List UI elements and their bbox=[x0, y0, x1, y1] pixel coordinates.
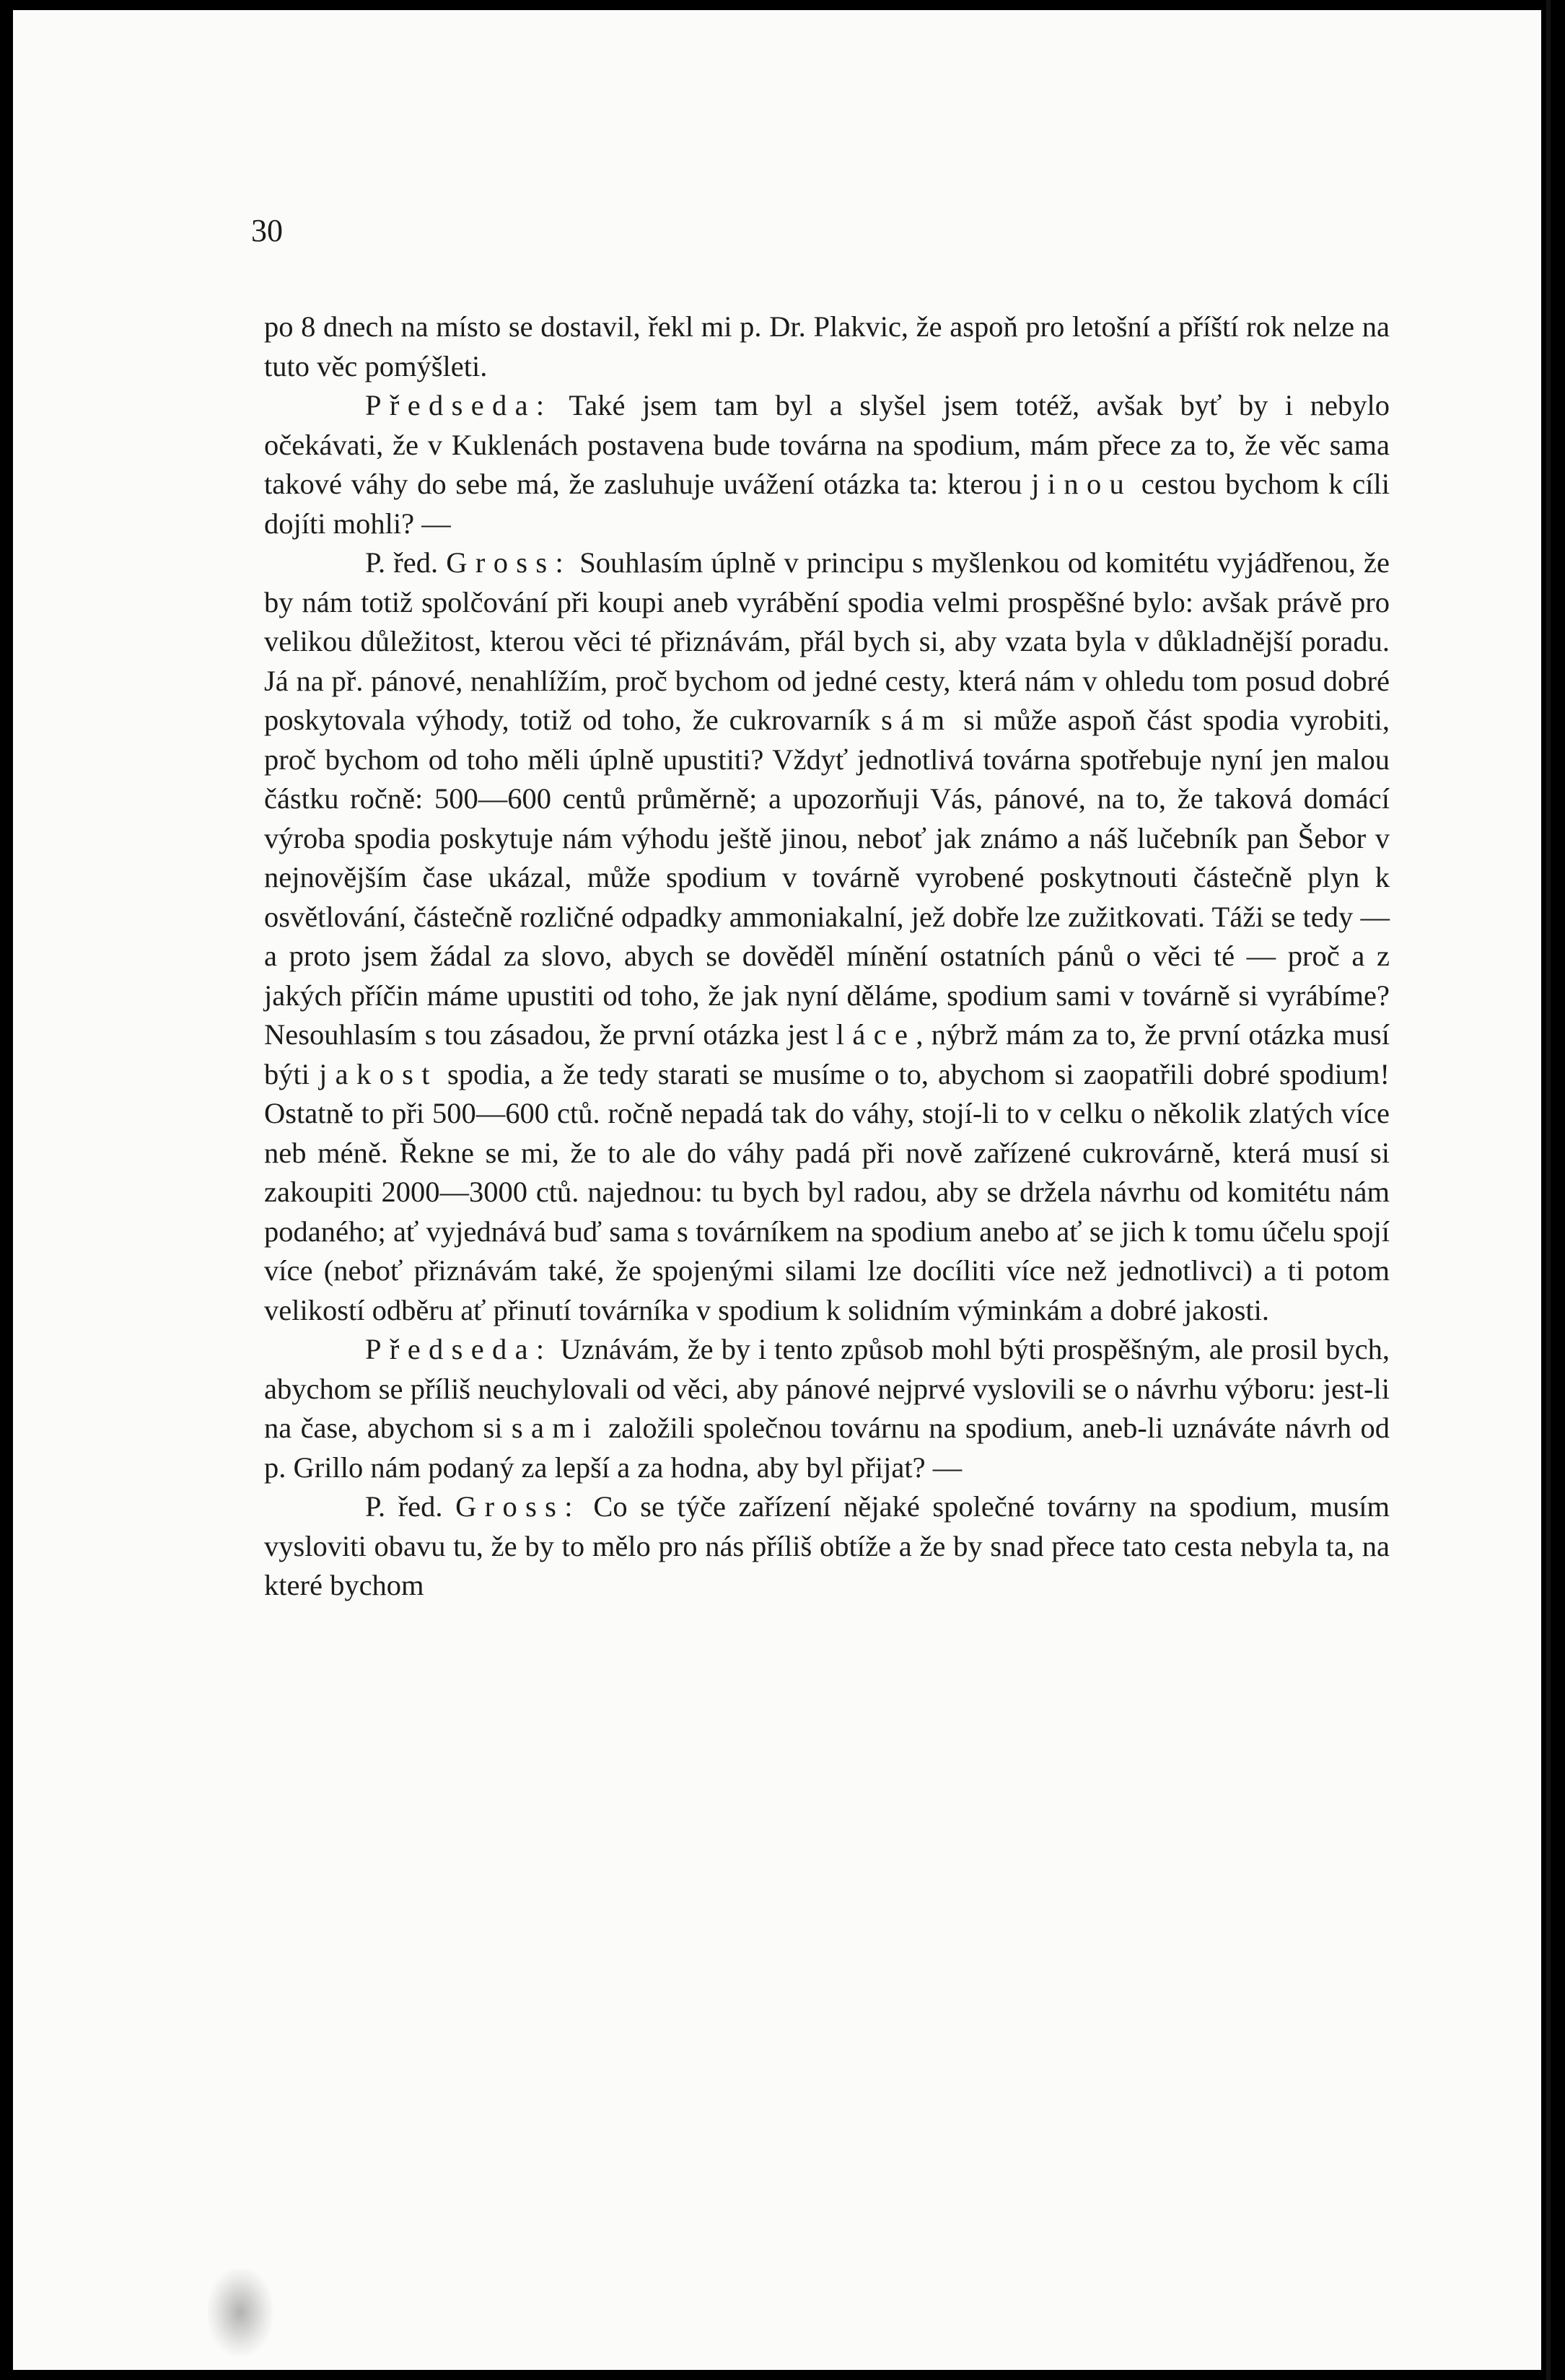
page-number: 30 bbox=[251, 213, 283, 248]
speaker-title: P. řed. bbox=[365, 1490, 456, 1523]
book-page bbox=[13, 10, 1541, 2370]
speaker-title: P. řed. bbox=[365, 546, 447, 579]
ink-smudge bbox=[208, 2269, 273, 2355]
paragraph-continuation: po 8 dnech na místo se dostavil, řekl mi p. Dr. Plakvic, že aspoň pro letošní a příští rok nelze na tuto věc pomýšleti. bbox=[264, 310, 1390, 382]
paragraph-text: spodia, a že tedy starati se musíme o to, abychom si zaopatřili dobré spodium! Ostatně to při 500—600 ctů. ročně nepadá tak do váhy, stojí-li to v celku o několik zlatých více neb méně. Řekne se mi, že to ale do váhy padá při nově zařízené cukrovárně, která musí si zakoupiti 2000—3000 ctů. najednou: tu bych byl radou, aby se držela návrhu od komitétu nám podaného; ať vyjednává buď sama s továrníkem na spodium anebo ať se jich k tomu účelu spojí více (neboť přiznávám také, že spojenými silami lze docíliti více než jednotlivci) a ti potom velikostí odběru ať přinutí továrníka v spodium k solidním výminkám a dobré jakosti. bbox=[264, 1057, 1390, 1326]
paragraph-chairman-2 bbox=[264, 1330, 1390, 1487]
paragraph-chairman-1 bbox=[264, 386, 1390, 543]
body-text bbox=[264, 307, 1390, 1606]
paragraph-gross-1 bbox=[264, 543, 1390, 1330]
paragraph-text: cestou bychom k cíli dojíti mohli? — bbox=[264, 468, 1390, 540]
speaker-label: Předseda: bbox=[365, 389, 553, 421]
paragraph-text: Souhlasím úplně v principu s myšlenkou od komitétu vyjádřenou, že by nám totiž spolčování při koupi aneb vyrábění spodia velmi prospěšné bylo: avšak právě pro velikou důležitost, kterou věci té přiznávám, přál bych si, aby vzata byla v důkladnější poradu. Já na př. pánové, nenahlížím, proč bychom od jedné cesty, která nám v ohledu tom posud dobré poskytovala výhody, totiž od toho, že cukrovarník bbox=[264, 546, 1390, 736]
paragraph-text: , nýbrž mám za to, že první otázka musí býti bbox=[264, 1018, 1390, 1090]
paragraph-text: Také jsem tam byl a slyšel jsem totéž, avšak byť by i nebylo očekávati, že v Kuklenách postavena bude továrna na spodium, mám přece za to, že věc sama takové váhy do sebe má, že zasluhuje uvážení otázka ta: kterou bbox=[264, 389, 1390, 500]
speaker-label: Gross: bbox=[446, 546, 572, 579]
paragraph-text: založili společnou továrnu na spodium, aneb-li uznáváte návrh od p. Grillo nám podaný za lepší a za hodna, aby byl přijat? — bbox=[264, 1412, 1390, 1484]
emphasized-word: sami bbox=[511, 1412, 600, 1444]
speaker-label: Předseda: bbox=[365, 1333, 553, 1365]
scan-edge-line bbox=[1546, 0, 1551, 2380]
paragraph-gross-2 bbox=[264, 1487, 1390, 1606]
emphasized-word: jakost bbox=[319, 1057, 438, 1090]
paragraph-text: Uznávám, že by i tento způsob mohl býti prospěšným, ale prosil bych, abychom se příliš neuchylovali od věci, aby pánové nejprvé vyslovili se o návrhu výboru: jest-li na čase, abychom si bbox=[264, 1333, 1390, 1444]
paragraph-text: Co se týče zařízení nějaké společné továrny na spodium, musím vysloviti obavu tu, že by to mělo pro nás příliš obtíže a že by snad přece tato cesta nebyla ta, na které bychom bbox=[264, 1490, 1390, 1601]
paragraph-text: si může aspoň část spodia vyrobiti, proč bychom od toho měli úplně upustiti? Vždyť jednotlivá továrna spotřebuje nyní jen malou částku ročně: 500—600 centů průměrně; a upozorňuji Vás, pánové, na to, že taková domácí výroba spodia poskytuje nám výhodu ještě jinou, neboť jak známo a náš lučebník pan Šebor v nejnovějším čase ukázal, může spodium v továrně vyrobené poskytnouti částečně plyn k osvětlování, částečně rozličné odpadky ammoniakalní, jež dobře lze zužitkovati. Táži se tedy — a proto jsem žádal za slovo, abych se dověděl mínění ostatních pánů o věci té — proč a z jakých příčin máme upustiti od toho, že jak nyní děláme, spodium sami v továrně si vyrábíme? Nesouhlasím s tou zásadou, že první otázka jest bbox=[264, 704, 1390, 1051]
emphasized-word: sám bbox=[881, 704, 953, 736]
speaker-label: Gross: bbox=[455, 1490, 581, 1523]
emphasized-word: jinou bbox=[1031, 468, 1133, 500]
emphasized-word: láce bbox=[836, 1018, 916, 1051]
